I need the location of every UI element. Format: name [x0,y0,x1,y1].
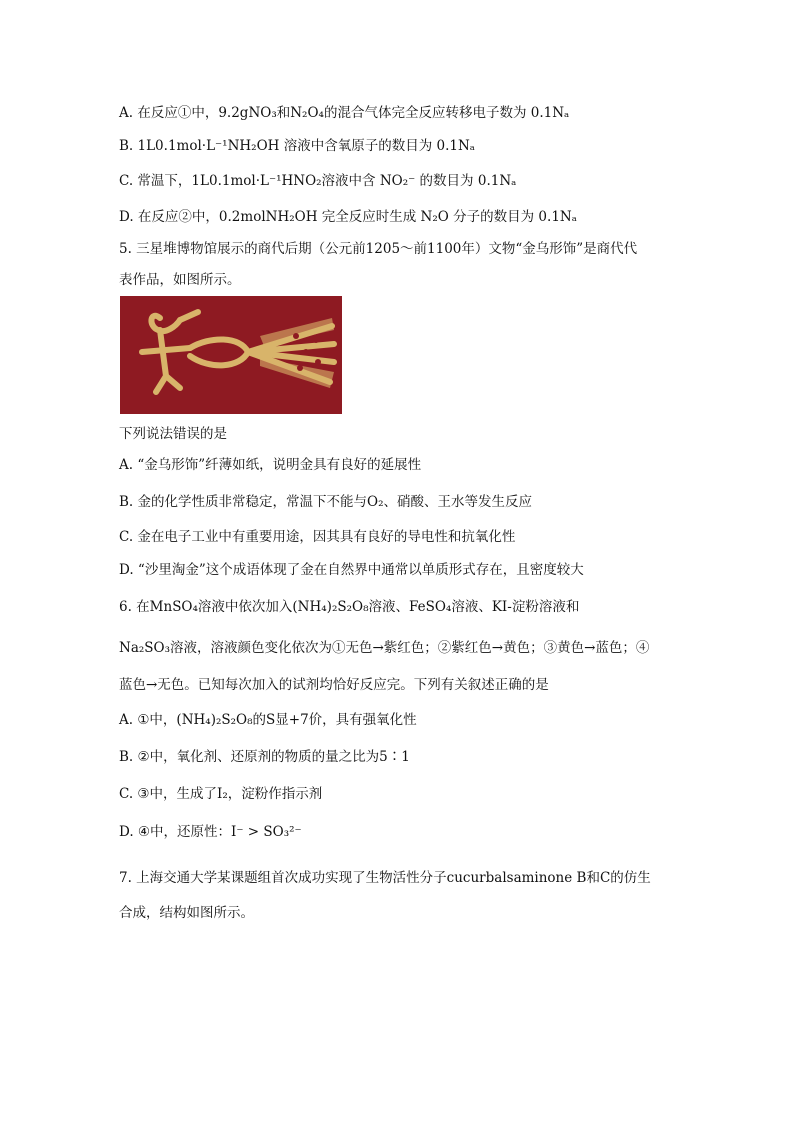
question-6-option-d: D. ④中，还原性：I⁻ > SO₃²⁻ [119,824,302,840]
question-5-ask: 下列说法错误的是 [119,426,227,442]
question-5-option-a: A. “金乌形饰”纤薄如纸，说明金具有良好的延展性 [119,457,422,473]
question-6-stem-line1: 6. 在MnSO₄溶液中依次加入(NH₄)₂S₂O₈溶液、FeSO₄溶液、KI-淀粉溶液和 [119,599,580,615]
question-5-stem-line2: 表作品，如图所示。 [119,272,241,288]
question-5-option-b: B. 金的化学性质非常稳定，常温下不能与O₂、硝酸、王水等发生反应 [119,494,532,510]
question-6-stem-line3: 蓝色→无色。已知每次加入的试剂均恰好反应完。下列有关叙述正确的是 [119,677,549,693]
question-4-option-a: A. 在反应①中，9.2gNO₃和N₂O₄的混合气体完全反应转移电子数为 0.1Nₐ [119,105,570,121]
question-6-option-c: C. ③中，生成了I₂，淀粉作指示剂 [119,786,323,802]
question-5-option-d: D. “沙里淘金”这个成语体现了金在自然界中通常以单质形式存在，且密度较大 [119,562,584,578]
question-4-option-d: D. 在反应②中，0.2molNH₂OH 完全反应时生成 N₂O 分子的数目为 0.1Nₐ [119,209,577,225]
question-6-option-b: B. ②中，氧化剂、还原剂的物质的量之比为5∶1 [119,749,410,765]
question-5-stem-line1: 5. 三星堆博物馆展示的商代后期（公元前1205～前1100年）文物“金乌形饰”是商代代 [119,241,638,257]
question-6-option-a: A. ①中，(NH₄)₂S₂O₈的S显+7价，具有强氧化性 [119,712,417,728]
gold-bird-ornament-icon [120,296,342,414]
question-4-option-b: B. 1L0.1mol·L⁻¹NH₂OH 溶液中含氧原子的数目为 0.1Nₐ [119,138,475,154]
question-7-stem-line1: 7. 上海交通大学某课题组首次成功实现了生物活性分子cucurbalsaminone B和C的仿生 [119,870,651,886]
question-6-stem-line2: Na₂SO₃溶液，溶液颜色变化依次为①无色→紫红色；②紫红色→黄色；③黄色→蓝色；④ [119,640,650,656]
question-5-option-c: C. 金在电子工业中有重要用途，因其具有良好的导电性和抗氧化性 [119,529,516,545]
question-4-option-c: C. 常温下，1L0.1mol·L⁻¹HNO₂溶液中含 NO₂⁻ 的数目为 0.1Nₐ [119,173,517,189]
question-7-stem-line2: 合成，结构如图所示。 [119,905,254,921]
gold-bird-ornament-image [120,296,342,414]
